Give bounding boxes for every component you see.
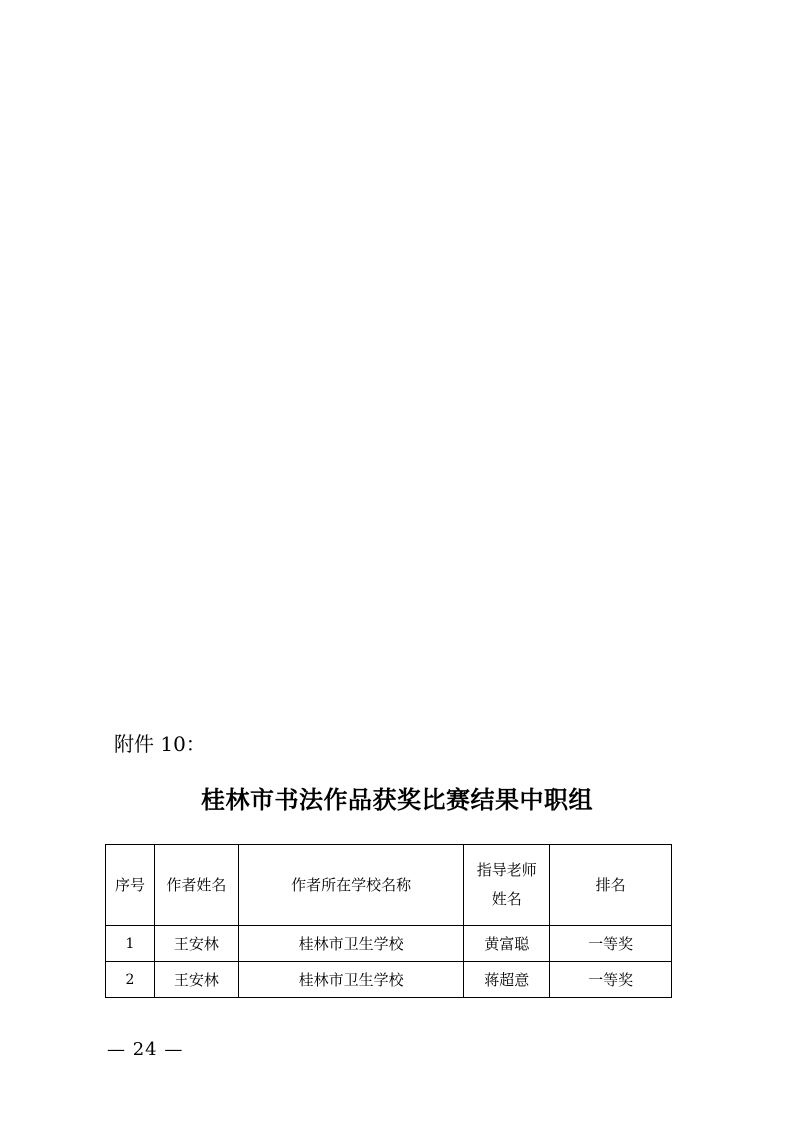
page-number: — 24 — [107, 1039, 184, 1060]
cell-author-name: 王安林 [154, 926, 238, 962]
table-header-row [106, 845, 672, 926]
cell-school-name: 桂林市卫生学校 [238, 962, 464, 998]
cell-index: 2 [106, 962, 155, 998]
cell-school-name: 桂林市卫生学校 [238, 926, 464, 962]
table-row [106, 962, 672, 998]
header-author-name: 作者姓名 [154, 845, 238, 926]
cell-rank: 一等奖 [550, 926, 672, 962]
attachment-label: 附件 10： [114, 732, 206, 756]
cell-advisor-name: 黄富聪 [464, 926, 550, 962]
header-index: 序号 [106, 845, 155, 926]
cell-author-name: 王安林 [154, 962, 238, 998]
header-advisor-name: 指导老师 姓名 [464, 845, 550, 926]
cell-index: 1 [106, 926, 155, 962]
table-row [106, 926, 672, 962]
results-table [105, 844, 672, 998]
header-school-name: 作者所在学校名称 [238, 845, 464, 926]
header-rank: 排名 [550, 845, 672, 926]
cell-rank: 一等奖 [550, 962, 672, 998]
cell-advisor-name: 蒋超意 [464, 962, 550, 998]
document-title: 桂林市书法作品获奖比赛结果中职组 [201, 785, 593, 814]
